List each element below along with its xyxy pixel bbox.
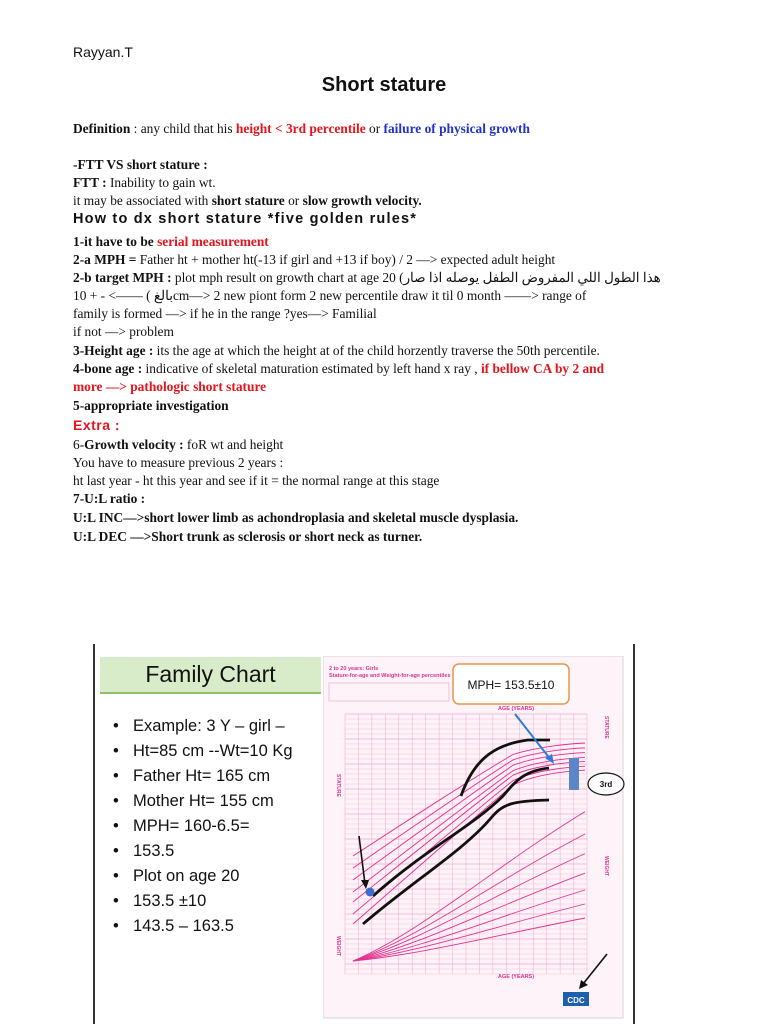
rule1-red: serial measurement — [157, 234, 269, 249]
definition-blue: failure of physical growth — [383, 121, 530, 136]
dx-heading: How to dx short stature *five golden rules* — [73, 211, 418, 227]
bullet-item — [113, 789, 293, 814]
growth-chart-svg — [323, 656, 631, 1022]
rule3-label: 3-Height age : — [73, 343, 157, 358]
ftt-b2: slow growth velocity. — [302, 193, 422, 208]
ftt-heading-text: -FTT VS short stature : — [73, 157, 208, 172]
rule2b-line3: family is formed —> if he in the range ?yes—> Familial — [73, 306, 377, 321]
rule4-text: indicative of skeletal maturation estimated by left hand x ray , — [145, 361, 481, 376]
bullet-item — [113, 889, 293, 914]
rule4-line — [73, 361, 604, 377]
rule2a-label: 2-a MPH = — [73, 252, 140, 267]
rule2b-line2: بالغ ) ——> - + 10cm—> 2 new piont form 2 new percentile draw it til 0 month ——> range of — [73, 288, 587, 303]
rule2a-text: Father ht + mother ht(-13 if girl and +13 if boy) / 2 —> expected adult height — [139, 252, 556, 267]
rule7-dec-text: U:L DEC —>Short trunk as sclerosis or short neck as turner. — [73, 529, 423, 544]
bullet-item — [113, 864, 293, 889]
ftt-label: FTT : — [73, 175, 110, 190]
rule6-line2: You have to measure previous 2 years : — [73, 455, 284, 470]
extra-heading: Extra : — [73, 417, 121, 433]
bullet-icon: • — [113, 842, 119, 860]
bullet-icon: • — [113, 817, 119, 835]
mph-callout-text: MPH= 153.5±10 — [467, 678, 555, 692]
family-chart-slide — [93, 644, 635, 1024]
rule7-inc-text: U:L INC—>short lower limb as achondroplasia and skeletal muscle dysplasia. — [73, 510, 519, 525]
author-name: Rayyan.T — [73, 44, 133, 60]
ftt-assoc2: or — [284, 193, 303, 208]
bullet-text: Father Ht= 165 cm — [133, 767, 271, 785]
rule7-label: 7-U:L ratio : — [73, 491, 146, 506]
rule5-text: 5-appropriate investigation — [73, 398, 229, 413]
ftt-b1: short stature — [211, 193, 285, 208]
page-title: Short stature — [321, 74, 447, 96]
definition-or: or — [365, 121, 384, 136]
definition-text: : any child that his — [130, 121, 236, 136]
third-label: 3rd — [599, 780, 613, 789]
weight-label-right: WEIGHT — [603, 856, 609, 876]
bullet-text: Plot on age 20 — [133, 867, 240, 885]
rule2b-label: 2-b target MPH : — [73, 270, 175, 285]
cdc-logo-text: CDC — [567, 996, 585, 1005]
target-range-bar — [569, 758, 579, 790]
slide-bullet-list — [113, 714, 293, 939]
rule2b-line — [73, 270, 661, 286]
bullet-text: 153.5 ±10 — [133, 892, 207, 910]
ftt-assoc1: it may be associated with — [73, 193, 212, 208]
rule6-label: Growth velocity : — [84, 437, 187, 452]
bullet-item — [113, 764, 293, 789]
rule4-label: 4-bone age : — [73, 361, 146, 376]
rule1-line — [73, 234, 269, 250]
ftt-line — [73, 175, 216, 191]
rule5-line — [73, 398, 229, 414]
stature-label-right: STATURE — [603, 716, 609, 739]
bullet-item — [113, 739, 293, 764]
definition-line — [73, 121, 530, 137]
ftt-heading — [73, 157, 208, 173]
ftt-assoc-line — [73, 193, 422, 209]
chart-header2: Stature-for-age and Weight-for-age percentiles — [329, 673, 451, 679]
rule4-red: if bellow CA by 2 and — [480, 361, 605, 376]
bullet-item — [113, 839, 293, 864]
bullet-icon: • — [113, 767, 119, 785]
bullet-item — [113, 714, 293, 739]
bullet-icon: • — [113, 892, 119, 910]
bullet-icon: • — [113, 717, 119, 735]
bullet-item — [113, 914, 293, 939]
rule6-text: foR wt and height — [186, 437, 284, 452]
rule6-num: 6- — [73, 437, 85, 452]
bullet-text: Mother Ht= 155 cm — [133, 792, 274, 810]
ftt-text: Inability to gain wt. — [109, 175, 216, 190]
growth-chart — [323, 656, 631, 1022]
rule2a-line — [73, 252, 555, 268]
rule4-red2: more —> pathologic short stature — [73, 379, 267, 394]
bullet-icon: • — [113, 917, 119, 935]
rule6-line3: ht last year - ht this year and see if it = the normal range at this stage — [73, 473, 440, 488]
bullet-icon: • — [113, 742, 119, 760]
bullet-text: Example: 3 Y – girl – — [133, 717, 285, 735]
chart-header1: 2 to 20 years: Girls — [329, 666, 379, 672]
rule7-dec — [73, 529, 422, 545]
rule3-line — [73, 343, 600, 359]
rule7-line — [73, 491, 145, 507]
age-label-top: AGE (YEARS) — [498, 706, 535, 712]
rule6-line — [73, 437, 283, 453]
rule4-line2 — [73, 379, 266, 395]
bullet-icon: • — [113, 867, 119, 885]
rule7-inc — [73, 510, 518, 526]
bullet-text: 153.5 — [133, 842, 175, 860]
rule1-label: 1-it have to be — [73, 234, 158, 249]
bullet-text: 143.5 – 163.5 — [133, 917, 234, 935]
rule2b-text: plot mph result on growth chart at age 20 (هذا الطول اللي المفروض الطفل يوصله اذا صار — [174, 270, 661, 285]
definition-red: height < 3rd percentile — [235, 121, 366, 136]
bullet-text: Ht=85 cm --Wt=10 Kg — [133, 742, 293, 760]
bullet-item — [113, 814, 293, 839]
stature-label-left: STATURE — [335, 774, 341, 797]
weight-label-left: WEIGHT — [335, 936, 341, 956]
definition-label: Definition — [73, 121, 131, 136]
bullet-icon: • — [113, 792, 119, 810]
age-label-bottom: AGE (YEARS) — [498, 974, 535, 980]
bullet-text: MPH= 160-6.5= — [133, 817, 250, 835]
plot-point — [366, 888, 375, 897]
rule2b-line4: if not —> problem — [73, 324, 174, 339]
rule3-text: its the age at which the height at of the child horzently traverse the 50th percentile. — [156, 343, 600, 358]
slide-title: Family Chart — [100, 657, 321, 694]
